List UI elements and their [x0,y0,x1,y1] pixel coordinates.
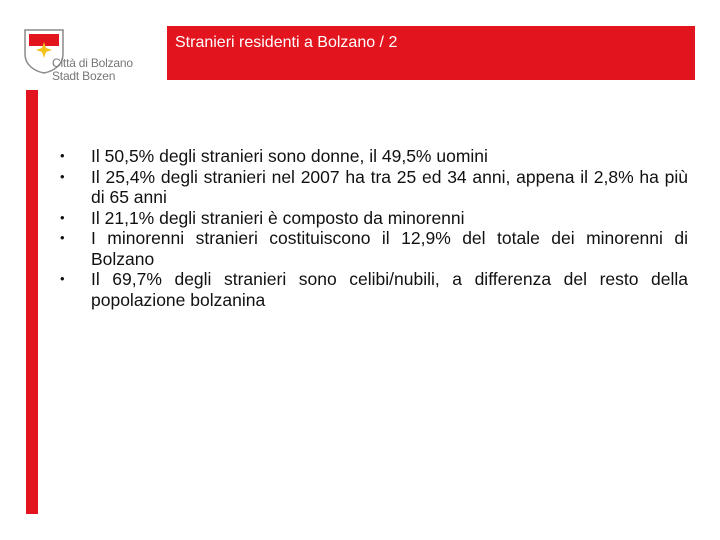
bullet-dot-icon: • [60,209,65,225]
bullet-dot-icon: • [60,168,65,184]
bullet-item [60,167,688,208]
bullet-dot-icon: • [60,230,65,245]
bullet-text: Il 21,1% degli stranieri è composto da minorenni [91,207,465,228]
city-logo [22,24,164,90]
bullet-item [60,269,688,310]
left-accent-bar [26,90,38,514]
bullet-dot-icon: • [60,271,65,286]
title-bar [167,26,695,80]
bullet-text: Il 50,5% degli stranieri sono donne, il 49,5% uomini [91,146,488,166]
logo-text-german: Stadt Bozen [52,69,116,83]
bullet-item [60,228,688,269]
bullet-dot-icon: • [60,148,65,163]
bullet-item [60,146,688,167]
bullet-list [60,146,688,310]
bullet-text: I minorenni stranieri costituiscono il 12,9% del totale dei minorenni di Bolzano [91,228,688,269]
bullet-text: Il 69,7% degli stranieri sono celibi/nubili, a differenza del resto della popolazione bolzanina [91,269,688,310]
logo-text-italian: Città di Bolzano [52,56,133,70]
bullet-text: Il 25,4% degli stranieri nel 2007 ha tra 25 ed 34 anni, appena il 2,8% ha più di 65 anni [91,166,688,207]
slide-title: Stranieri residenti a Bolzano / 2 [175,34,398,51]
bullet-item [60,208,688,229]
